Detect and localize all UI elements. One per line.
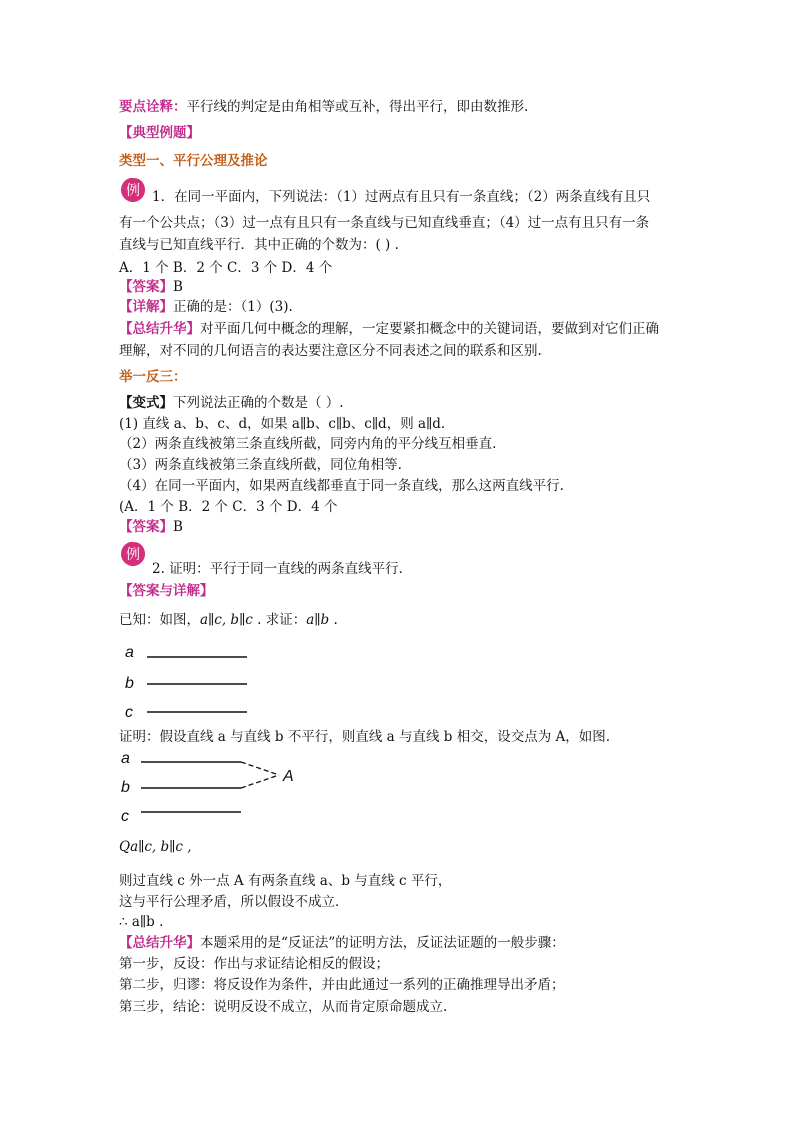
variant-item-1: (1) 直线 a、b、c、d，如果 a∥b、c∥b、c∥d，则 a∥d. <box>119 416 446 432</box>
step-1: 第一步，反设：作出与求证结论相反的假设； <box>119 956 389 972</box>
ex1-detail: 正确的是：（1）(3). <box>173 299 293 315</box>
given-mid: . 求证： <box>252 612 307 628</box>
svg-text:例: 例 <box>126 547 140 563</box>
variant-item-4: （4）在同一平面内，如果两直线都垂直于同一条直线，那么这两直线平行. <box>119 478 564 494</box>
step-2: 第二步，归谬：将反设作为条件，并由此通过一系列的正确推理导出矛盾； <box>119 977 565 993</box>
ex2-summary-line <box>119 934 565 952</box>
intro-text: 平行线的判定是由角相等或互补，得出平行，即由数推形. <box>186 99 529 115</box>
then-line-1: 则过直线 c 外一点 A 有两条直线 a、b 与直线 c 平行， <box>119 873 452 889</box>
variant-answer-label: 【答案】 <box>119 519 173 535</box>
svg-text:例: 例 <box>126 183 140 199</box>
given-line <box>119 611 338 629</box>
ex1-detail-line <box>119 298 293 316</box>
fig2-label-a: a <box>121 750 130 767</box>
ex1-line2: 有一个公共点；（3）过一点有且只有一条直线与已知直线垂直；（4）过一点有且只有一条 <box>119 215 650 231</box>
ex1-line3: 直线与已知直线平行．其中正确的个数为：( ) . <box>119 237 399 253</box>
fig1-label-b: b <box>125 675 134 692</box>
ex1-answer-label: 【答案】 <box>119 279 173 295</box>
ex1-summary1: 对平面几何中概念的理解，一定要紧扣概念中的关键词语，要做到对它们正确 <box>200 321 659 337</box>
fig2-label-c: c <box>121 808 129 825</box>
fig2-lines <box>119 750 309 830</box>
ex1-summary-label: 【总结升华】 <box>119 321 200 337</box>
ex2-summary-label: 【总结升华】 <box>119 935 200 951</box>
ex2-answer-detail-label: 【答案与详解】 <box>119 583 214 599</box>
fig2-label-b: b <box>121 779 130 796</box>
variant-item-3: （3）两条直线被第三条直线所截，同位角相等. <box>119 457 402 473</box>
given-end: . <box>329 612 338 628</box>
variant-label: 【变式】 <box>119 395 173 411</box>
figure-intersecting-lines <box>119 750 309 830</box>
variant-item-2: （2）两条直线被第三条直线所截，同旁内角的平分线互相垂直. <box>119 436 497 452</box>
then-line-2: 这与平行公理矛盾，所以假设不成立． <box>119 894 349 910</box>
ex1-detail-label: 【详解】 <box>119 299 173 315</box>
practice-heading: 举一反三： <box>119 369 187 385</box>
ex1-summary2: 理解，对不同的几何语言的表达要注意区分不同表述之间的联系和区别. <box>119 343 542 359</box>
ex1-answer-line <box>119 278 183 296</box>
given-goal: a∥b <box>306 612 330 628</box>
ex2-summary: 本题采用的是“反证法”的证明方法，反证法证题的一般步骤： <box>200 935 565 951</box>
fig1-label-c: c <box>125 704 133 721</box>
example-badge-icon <box>120 177 146 203</box>
variant-options: (A．1 个 B．2 个 C．3 个 D．4 个 <box>119 499 338 515</box>
figure-parallel-lines <box>119 640 259 720</box>
example-badge-icon-2 <box>120 541 146 567</box>
variant-text: 下列说法正确的个数是（ ）. <box>173 395 344 411</box>
because-line: Qa∥c, b∥c , <box>119 839 192 855</box>
type-heading: 类型一、平行公理及推论 <box>119 153 268 169</box>
therefore-line: ∴ a∥b . <box>119 914 164 930</box>
intro-label: 要点诠释： <box>119 99 187 115</box>
section-heading: 【典型例题】 <box>119 125 200 141</box>
given-prefix: 已知：如图， <box>119 612 200 628</box>
intro-line <box>119 98 528 116</box>
fig2-label-A: A <box>283 768 294 785</box>
variant-answer: B <box>173 519 183 535</box>
given-math: a∥c, b∥c <box>200 612 253 628</box>
ex2-text: 2. 证明：平行于同一直线的两条直线平行． <box>152 561 413 577</box>
fig1-label-a: a <box>125 644 134 661</box>
ex1-summary-line <box>119 320 659 338</box>
ex1-answer: B <box>173 279 183 295</box>
step-3: 第三步，结论：说明反设不成立，从而肯定原命题成立. <box>119 999 448 1015</box>
proof-line: 证明：假设直线 a 与直线 b 不平行，则直线 a 与直线 b 相交，设交点为 A，如图. <box>119 729 611 745</box>
variant-line <box>119 394 344 412</box>
ex1-options: A．1 个 B．2 个 C．3 个 D．4 个 <box>119 260 333 276</box>
variant-answer-line <box>119 518 183 536</box>
ex1-line1: 1．在同一平面内，下列说法：（1）过两点有且只有一条直线；（2）两条直线有且只 <box>152 189 651 205</box>
fig1-lines <box>119 640 259 720</box>
